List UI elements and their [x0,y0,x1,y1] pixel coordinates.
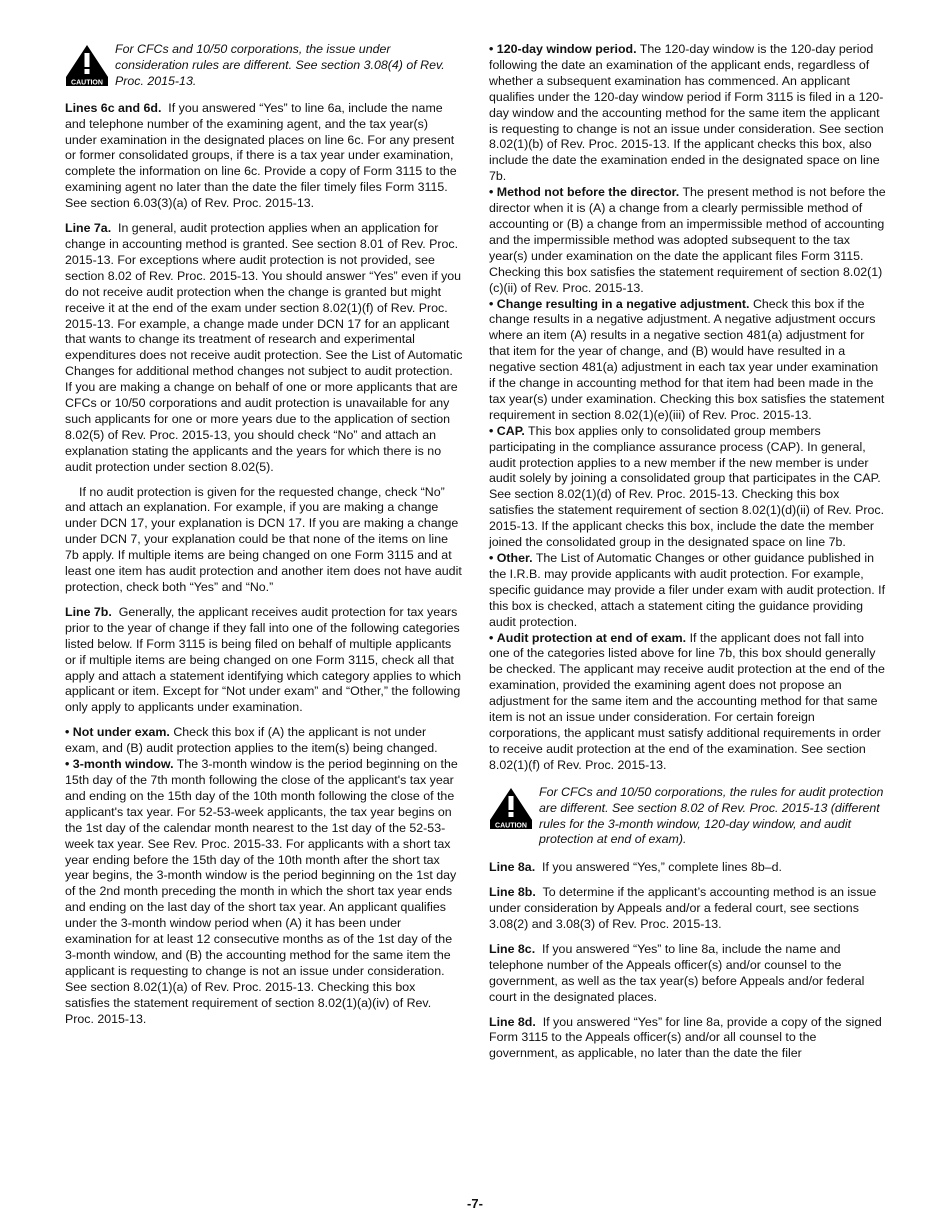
section-text: If you answered “Yes” to line 6a, include the name and telephone number of the examining agent, and the tax year(s) under examination in the designated places on line 6c. For any present or former consolidated groups, if there is a tax year under examination, complete the information on line 6c. Provide a copy of Form 3115 to the examining agent no later than the date the filer timely files Form 3115. See section 6.03(3)(a) of Rev. Proc. 2015-13. [65,100,457,211]
bullet-text: If the applicant does not fall into one of the categories listed above for line 7b, this box should generally be checked. The applicant may receive audit protection at the end of the examination, provided the examining agent does not propose an adjustment for the same item and the accounting method for that same item is not an issue under consideration. For certain foreign corporations, the applicant must satisfy additional requirements in order to receive audit protection at the end of the examination. See section 8.02(1)(f) of Rev. Proc. 2015-13. [489,630,885,772]
bullet-cap [489,424,886,551]
section-heading: Line 8a. [489,860,536,875]
section-text: In general, audit protection applies when an application for change in accounting method is granted. See section 8.01 of Rev. Proc. 2015-13. For exceptions where audit protection is not provided, see section 8.02 of Rev. Proc. 2015-13. You should answer “Yes” even if you do not receive audit protection when the change is granted but might receive it at the end of the exam under section 8.02(1)(f) of Rev. Proc. 2015-13. For example, a change made under DCN 17 for an applicant that wants to change its treatment of research and experimental expenditures does not receive audit protection. See the List of Automatic Changes for additional method changes not subject to audit protection. If you are making a change on behalf of one or more applicants that are CFCs or 10/50 corporations and audit protection is unavailable for any such applicants for one or more years due to the application of section 8.02(5) of Rev. Proc. 2015-13, you should check “No” and attach an explanation stating the applicants and the years for which there is no audit protection under section 8.02(5). [65,221,463,474]
line-8d [489,1015,886,1063]
bullet-heading: Not under exam. [72,725,170,740]
bullet-heading: Audit protection at end of exam. [496,630,687,645]
bullet-icon: • [489,185,494,200]
bullet-heading: Change resulting in a negative adjustment. [496,296,750,311]
bullet-text: The List of Automatic Changes or other guidance published in the I.R.B. may provide applicants with audit protection. For example, specific guidance may provide a filer under exam with audit protection. If this box is checked, attach a statement citing the guidance providing audit protection. [489,551,886,629]
section-text: If you answered “Yes” for line 8a, provide a copy of the signed Form 3115 to the Appeals officer(s) and/or all counsel to the government, as applicable, no later than the date the filer [489,1014,882,1061]
bullet-3-month-window [65,757,463,1027]
bullet-text: The 120-day window is the 120-day period following the date an examination of the applicant ends, regardless of whether a subsequent examination has commenced. An applicant qualifies under the 120-day window period if Form 3115 is filed in a 120-day window and the accounting method for the same item the applicant is requesting to change is not an issue under consideration. See section 8.02(1)(b) of Rev. Proc. 2015-13. If the applicant checks this box, also include the date the examination ended in the designated space on line 7b. [489,42,884,184]
bullet-text: This box applies only to consolidated group members participating in the compliance assurance process (CAP). In general, audit protection applies to a new member if the new member is under audit solely by joining a consolidated group that participates in the CAP. See section 8.02(1)(d) of Rev. Proc. 2015-13. Checking this box satisfies the statement requirement of section 8.02(1)(d)(ii) of Rev. Proc. 2015-13. If the applicant checks this box, include the date the member joined the consolidated group in the designated space on line 7b. [489,423,885,550]
bullet-icon: • [65,725,70,740]
section-text: Generally, the applicant receives audit protection for tax years prior to the year of change if they fall into one of the following categories listed below. If Form 3115 is being filed on behalf of multiple applicants or if multiple items are being changed on one Form 3115, check all that apply and attach a statement identifying which category applies to which applicant or item. Except for “Not under exam” and “Other,” the following only apply to applicants under examination. [65,604,462,715]
bullet-text: The present method is not before the director when it is (A) a change from a clearly permissible method of accounting or (B) a change from an impermissible method of accounting and the impermissible method was adopted subsequent to the tax year(s) under examination on the date the applicant files Form 3115. Checking this box satisfies the statement requirement of section 8.02(1)(c)(ii) of Rev. Proc. 2015-13. [489,185,886,295]
bullet-heading: CAP. [496,423,525,438]
caution-note-cfc-audit-protection [489,785,886,849]
bullet-icon: • [489,296,494,311]
bullet-not-under-exam [65,725,463,757]
bullet-audit-protection-end-of-exam [489,631,886,774]
section-text: If you answered “Yes,” complete lines 8b–d. [542,860,782,875]
line-7a-paragraph-2: If no audit protection is given for the requested change, check “No” and attach an explanation. For example, if you are making a change under DCN 17, your explanation is DCN 17. If you are making a change under DCN 7, your explanation could be that none of the items on line 7b apply. If multiple items are being changed on one Form 3115 and at least one item has audit protection and another item does not have audit protection, check both “Yes” and “No.” [65,484,462,594]
bullet-heading: 120-day window period. [496,42,637,56]
caution-text: For CFCs and 10/50 corporations, the rules for audit protection are different. See section 8.02 of Rev. Proc. 2015-13 (different rules for the 3-month window, 120-day window, and audit protection at end of exam). [539,784,884,847]
section-heading: Line 7b. [65,604,112,619]
caution-icon [65,44,109,86]
bullet-120-day-window [489,42,886,185]
bullet-text: The 3-month window is the period beginning on the 15th day of the 7th month following the close of the applicant's tax year and ending on the 15th day of the 10th month following the close of the applicant's tax year. For 52-53-week applicants, the tax year begins on the 1st day of the calendar month nearest to the 1st day of the 52-53-week tax year. See Rev. Proc. 2015-33. For applicants with a short tax year ending before the 15th day of the 10th month after the short tax year begins, the 3-month window is the period beginning on the 1st day of the 2nd month preceding the month in which the short tax year ends and ending on the last day of the short tax year. An applicant qualifies under the 3-month window period when (A) it has been under examination for at least 12 consecutive months as of the 1st day of the 3-month window, and (B) the accounting method for the same item the applicant is requesting to change is not an issue under consideration. See section 8.02(1)(a) of Rev. Proc. 2015-13. Checking this box satisfies the statement requirement of section 8.02(1)(a)(iv) of Rev. Proc. 2015-13. [65,757,458,1026]
caution-note-cfc-issue [65,42,463,90]
line-7b [65,605,463,716]
bullet-other [489,551,886,631]
svg-text:CAUTION: CAUTION [71,79,103,86]
svg-text:CAUTION: CAUTION [495,822,527,829]
line-8b [489,885,886,933]
line-7a [65,221,463,476]
page-number: -7- [467,1196,483,1211]
bullet-text: Check this box if the change results in a negative adjustment. A negative adjustment occurs where an item (A) results in a negative section 481(a) adjustment for that item for the year of change, and (B) would have resulted in a negative section 481(a) adjustment in each tax year under examination if the change in accounting method for that item had been made in the tax year(s) under examination. Checking this box satisfies the statement requirement in section 8.02(1)(e)(iii) of Rev. Proc. 2015-13. [489,296,885,422]
bullet-icon: • [489,42,494,56]
bullet-icon: • [489,551,494,565]
bullet-text: Check this box if (A) the applicant is not under exam, and (B) audit protection applies to the item(s) being changed. [65,725,438,756]
bullet-heading: Other. [496,551,533,565]
section-heading: Line 7a. [65,221,112,236]
bullet-icon: • [489,423,494,438]
caution-icon [489,787,533,829]
line-8c [489,942,886,1006]
caution-text: For CFCs and 10/50 corporations, the issue under consideration rules are different. See section 3.08(4) of Rev. Proc. 2015-13. [115,42,445,88]
section-heading: Line 8c. [489,941,536,956]
left-column [65,42,463,1027]
bullet-heading: 3-month window. [72,757,174,772]
bullet-negative-adjustment [489,297,886,424]
lines-6c-6d [65,101,463,212]
bullet-icon: • [65,757,70,772]
right-column [489,42,886,1071]
bullet-heading: Method not before the director. [496,185,680,200]
line-8a [489,860,886,876]
section-text: If you answered “Yes” to line 8a, include the name and telephone number of the Appeals officer(s) and/or counsel to the government, as well as the tax year(s) before Appeals and/or federal court in the designated places. [489,941,865,1004]
section-heading: Lines 6c and 6d. [65,100,162,115]
bullet-icon: • [489,630,494,645]
section-heading: Line 8b. [489,885,536,900]
section-text: To determine if the applicant’s accounting method is an issue under consideration by Appeals and/or a federal court, see sections 3.08(2) and 3.08(3) of Rev. Proc. 2015-13. [489,885,877,932]
section-heading: Line 8d. [489,1014,536,1029]
bullet-method-not-before-director [489,185,886,296]
